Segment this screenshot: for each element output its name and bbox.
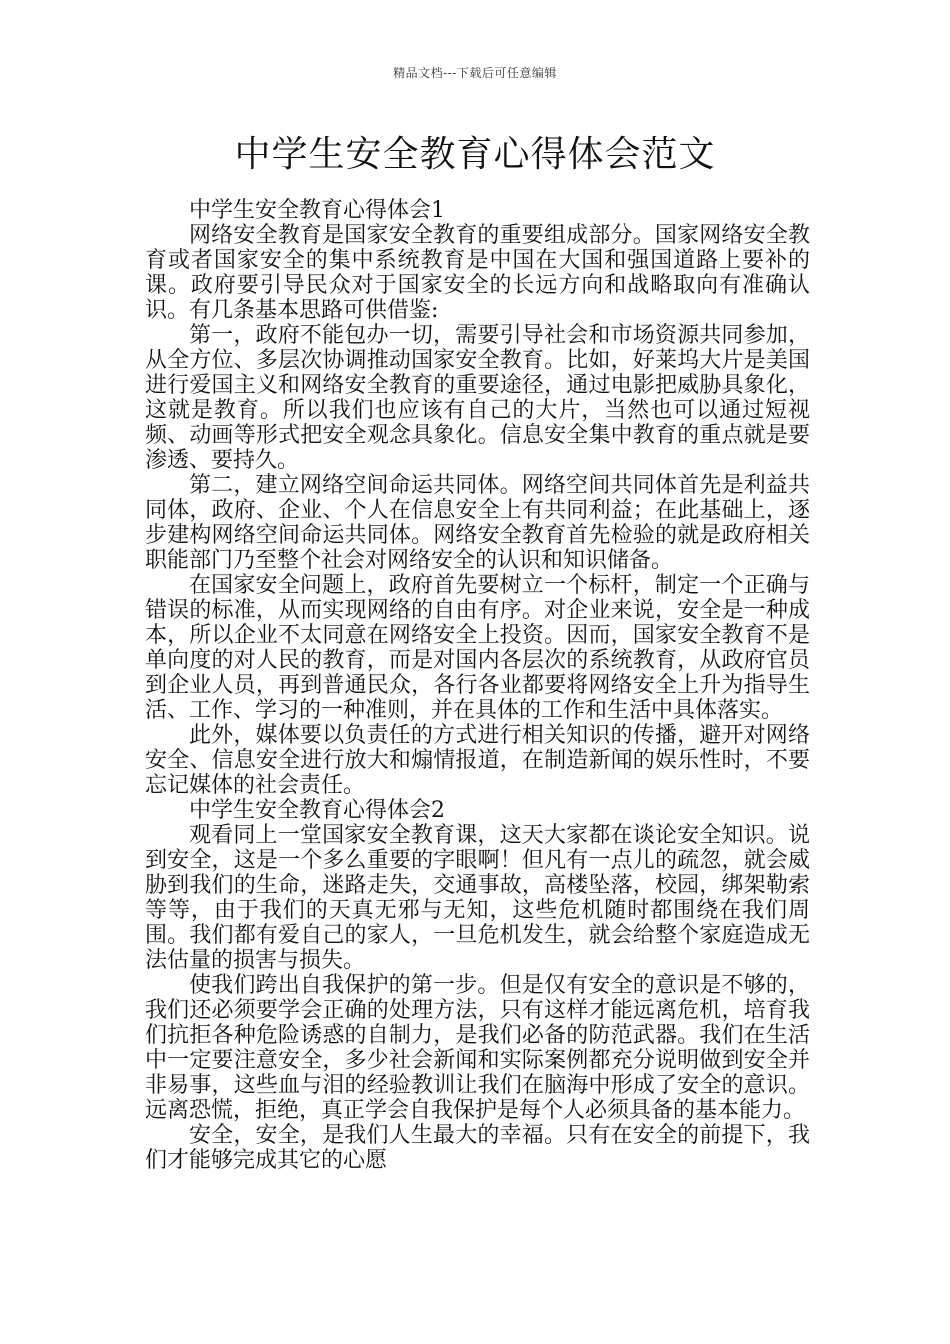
section-heading-2: 中学生安全教育心得体会2 bbox=[189, 798, 445, 823]
section-heading-1: 中学生安全教育心得体会1 bbox=[189, 198, 445, 223]
paragraph: 观看同上一堂国家安全教育课，这天大家都在谈论安全知识。说到安全，这是一个多么重要的字眼啊！但凡有一点儿的疏忽，就会威胁到我们的生命，迷路走失，交通事故，高楼坠落，校园，绑架勒索等等，由于我们的天真无邪与无知，这些危机随时都围绕在我们周围。我们都有爱自己的家人，一旦危机发生，就会给整个家庭造成无法估量的损害与损失。 bbox=[145, 823, 810, 973]
paragraph: 此外，媒体要以负责任的方式进行相关知识的传播，避开对网络安全、信息安全进行放大和煽情报道，在制造新闻的娱乐性时，不要忘记媒体的社会责任。 bbox=[145, 723, 810, 798]
paragraph: 安全，安全，是我们人生最大的幸福。只有在安全的前提下，我们才能够完成其它的心愿 bbox=[145, 1123, 810, 1173]
paragraph: 第一，政府不能包办一切，需要引导社会和市场资源共同参加，从全方位、多层次协调推动国家安全教育。比如，好莱坞大片是美国进行爱国主义和网络安全教育的重要途径，通过电影把威胁具象化，这就是教育。所以我们也应该有自己的大片，当然也可以通过短视频、动画等形式把安全观念具象化。信息安全集中教育的重点就是要渗透、要持久。 bbox=[145, 323, 810, 473]
paragraph: 使我们跨出自我保护的第一步。但是仅有安全的意识是不够的，我们还必须要学会正确的处理方法，只有这样才能远离危机，培育我们抗拒各种危险诱惑的自制力，是我们必备的防范武器。我们在生活中一定要注意安全，多少社会新闻和实际案例都充分说明做到安全并非易事，这些血与泪的经验教训让我们在脑海中形成了安全的意识。远离恐慌，拒绝，真正学会自我保护是每个人必须具备的基本能力。 bbox=[145, 973, 810, 1123]
page-header: 精品文档---下载后可任意编辑 bbox=[393, 66, 557, 80]
document-title: 中学生安全教育心得体会范文 bbox=[234, 134, 716, 175]
paragraph: 网络安全教育是国家安全教育的重要组成部分。国家网络安全教育或者国家安全的集中系统教育是中国在大国和强国道路上要补的课。政府要引导民众对于国家安全的长远方向和战略取向有准确认识。有几条基本思路可供借鉴: bbox=[145, 223, 810, 323]
paragraph: 在国家安全问题上，政府首先要树立一个标杆，制定一个正确与错误的标准，从而实现网络的自由有序。对企业来说，安全是一种成本，所以企业不太同意在网络安全上投资。因而，国家安全教育不是单向度的对人民的教育，而是对国内各层次的系统教育，从政府官员到企业人员，再到普通民众，各行各业都要将网络安全上升为指导生活、工作、学习的一种准则，并在具体的工作和生活中具体落实。 bbox=[145, 573, 810, 723]
paragraph: 第二，建立网络空间命运共同体。网络空间共同体首先是利益共同体，政府、企业、个人在信息安全上有共同利益；在此基础上，逐步建构网络空间命运共同体。网络安全教育首先检验的就是政府相关职能部门乃至整个社会对网络安全的认识和知识储备。 bbox=[145, 473, 810, 573]
document-body bbox=[145, 198, 810, 1173]
